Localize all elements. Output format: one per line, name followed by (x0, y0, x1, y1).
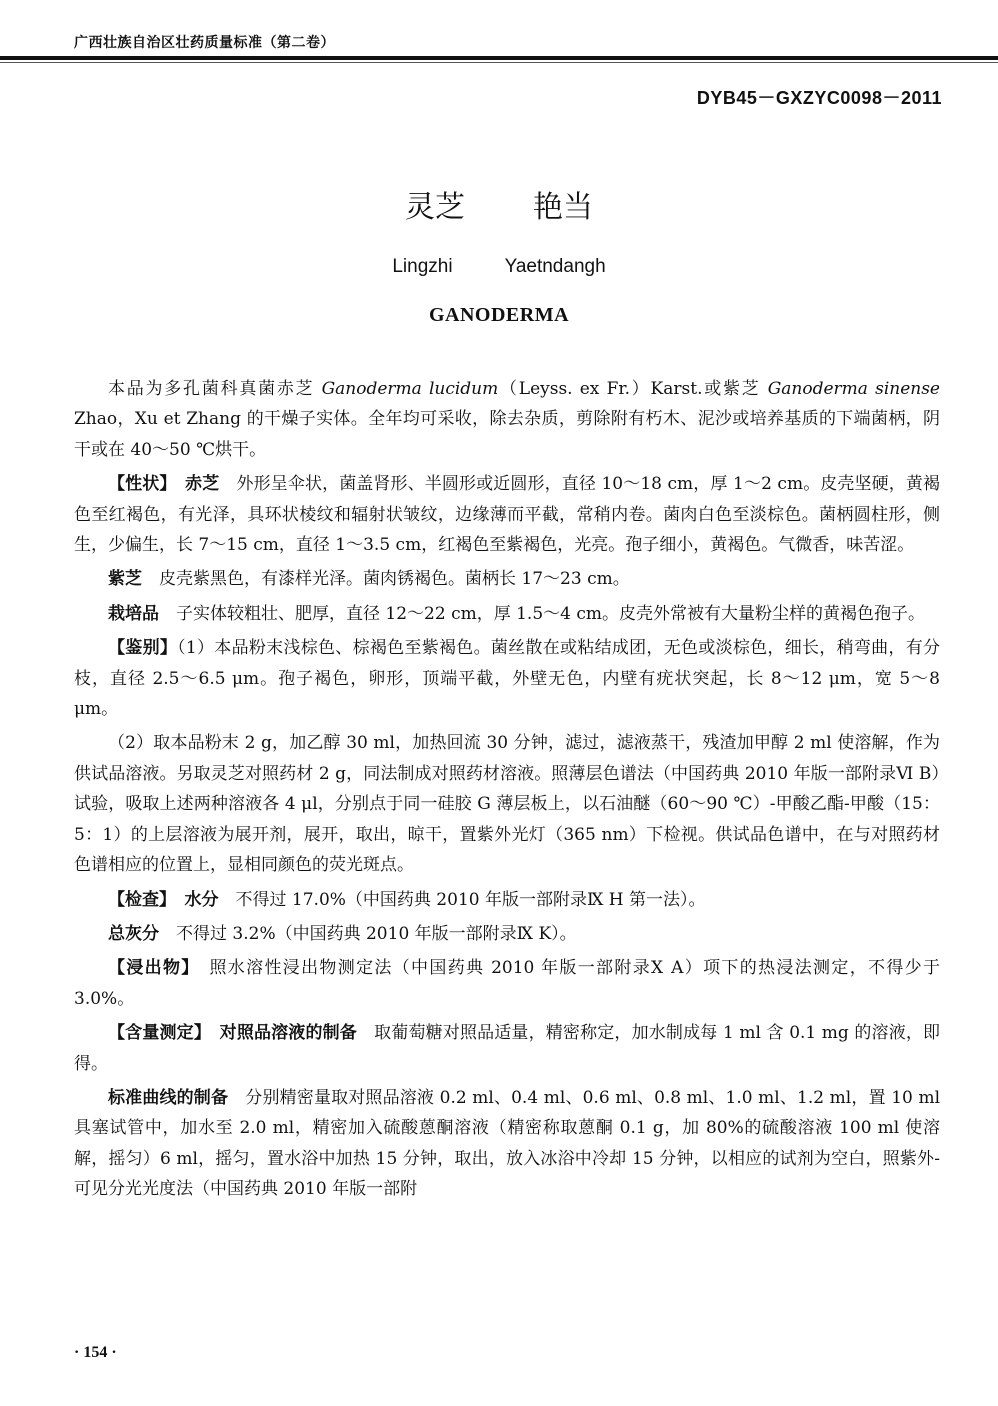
running-header-title: 广西壮族自治区壮药质量标准（第二卷） (74, 35, 335, 51)
paragraph-description-cultivated: 栽培品 子实体较粗壮、肥厚，直径 12～22 cm，厚 1.5～4 cm。皮壳外常被有大量粉尘样的黄褐色孢子。 (108, 603, 926, 624)
subsection-label: 水分 (184, 889, 219, 910)
section-label: 【鉴别】 (108, 638, 178, 659)
monograph-body (74, 374, 940, 1205)
species-name: Ganoderma sinense (767, 379, 940, 399)
species-name: Ganoderma lucidum (321, 379, 499, 399)
paragraph-description: 【性状】 赤芝 外形呈伞状，菌盖肾形、半圆形或近圆形，直径 10～18 cm，厚 1～2 cm。皮壳坚硬，黄褐色至红褐色，有光泽，具环状棱纹和辐射状皱纹，边缘薄而平截，常稍内卷。菌肉白色至淡棕色。菌柄圆柱形，侧生，少偏生，长 7～15 cm，直径 1～3.5 cm，红褐色至紫褐色，光亮。孢子细小，黄褐色。气微香，味苦涩。 (74, 474, 941, 556)
paragraph-inspection-moisture: 【检查】 水分 不得过 17.0%（中国药典 2010 年版一部附录Ⅸ H 第一法）。 (108, 889, 706, 910)
title-zhuang-chinese-name: 艳当 (533, 190, 593, 225)
paragraph-inspection-ash: 总灰分 不得过 3.2%（中国药典 2010 年版一部附录Ⅸ K）。 (108, 923, 577, 944)
paragraph-description-zizhi: 紫芝 皮壳紫黑色，有漆样光泽。菌肉锈褐色。菌柄长 17～23 cm。 (108, 569, 630, 590)
subsection-label: 紫芝 (108, 569, 142, 590)
section-label: 【检查】 (108, 889, 168, 910)
page-number: · 154 · (74, 1344, 117, 1361)
paragraph-extractives: 【浸出物】 照水溶性浸出物测定法（中国药典 2010 年版一部附录Ⅹ A）项下的热浸法测定，不得少于 3.0%。 (74, 958, 941, 1009)
title-zhuang: Yaetndangh (504, 256, 606, 277)
section-label: 【浸出物】 (108, 958, 192, 979)
title-romanized (0, 256, 998, 278)
title-chinese-name: 灵芝 (405, 190, 465, 225)
paragraph-identification-2: （2）取本品粉末 2 g，加乙醇 30 ml，加热回流 30 分钟，滤过，滤液蒸干，残渣加甲醇 2 ml 使溶解，作为供试品溶液。另取灵芝对照药材 2 g，同法制成对照药材溶液。照薄层色谱法（中国药典 2010 年版一部附录Ⅵ B）试验，吸取上述两种溶液各 4 μl，分别点于同一硅胶 G 薄层板上，以石油醚（60～90 ℃）-甲酸乙酯-甲酸（15：5：1）的上层溶液为展开剂，展开，取出，晾干，置紫外光灯（365 nm）下检视。供试品色谱中，在与对照药材色谱相应的位置上，显相同颜色的荧光斑点。 (74, 733, 940, 876)
section-label: 【性状】 (108, 474, 168, 495)
subsection-label: 对照品溶液的制备 (219, 1023, 357, 1044)
paragraph-identification-1: 【鉴别】（1）本品粉末浅棕色、棕褐色至紫褐色。菌丝散在或粘结成团，无色或淡棕色，细长，稍弯曲，有分枝，直径 2.5～6.5 μm。孢子褐色，卵形，顶端平截，外壁无色，内壁有疣状突起，长 8～12 μm，宽 5～8 μm。 (74, 638, 940, 720)
title-chinese (0, 182, 998, 226)
paragraph-assay-curve: 标准曲线的制备 分别精密量取对照品溶液 0.2 ml、0.4 ml、0.6 ml、0.8 ml、1.0 ml、1.2 ml，置 10 ml 具塞试管中，加水至 2.0 ml，精密加入硫酸蒽酮溶液（精密称取蒽酮 0.1 g，加 80%的硫酸溶液 100 ml 使溶解，摇匀）6 ml，摇匀，置水浴中加热 15 分钟，取出，放入冰浴中冷却 15 分钟，以相应的试剂为空白，照紫外-可见分光光度法（中国药典 2010 年版一部附 (74, 1087, 941, 1200)
title-pinyin: Lingzhi (392, 256, 453, 277)
title-latin: GANODERMA (428, 304, 570, 326)
paragraph-source: 本品为多孔菌科真菌赤芝 Ganoderma lucidum（Leyss. ex Fr.）Karst.或紫芝 Ganoderma sinense Zhao，Xu et Zhang 的干燥子实体。全年均可采收，除去杂质，剪除附有朽木、泥沙或培养基质的下端菌柄，阴干或在 40～50 ℃烘干。 (74, 379, 940, 460)
subsection-label: 标准曲线的制备 (108, 1087, 229, 1108)
subsection-label: 总灰分 (108, 923, 159, 944)
paragraph-assay-reference: 【含量测定】 对照品溶液的制备 取葡萄糖对照品适量，精密称定，加水制成每 1 ml 含 0.1 mg 的溶液，即得。 (74, 1023, 941, 1074)
subsection-label: 赤芝 (185, 474, 220, 495)
section-label: 【含量测定】 (108, 1023, 203, 1044)
header-rule (0, 56, 998, 60)
standard-code: DYB45－GXZYC0098－2011 (696, 88, 942, 108)
subsection-label: 栽培品 (108, 603, 159, 624)
header-rule-thin (0, 62, 998, 63)
